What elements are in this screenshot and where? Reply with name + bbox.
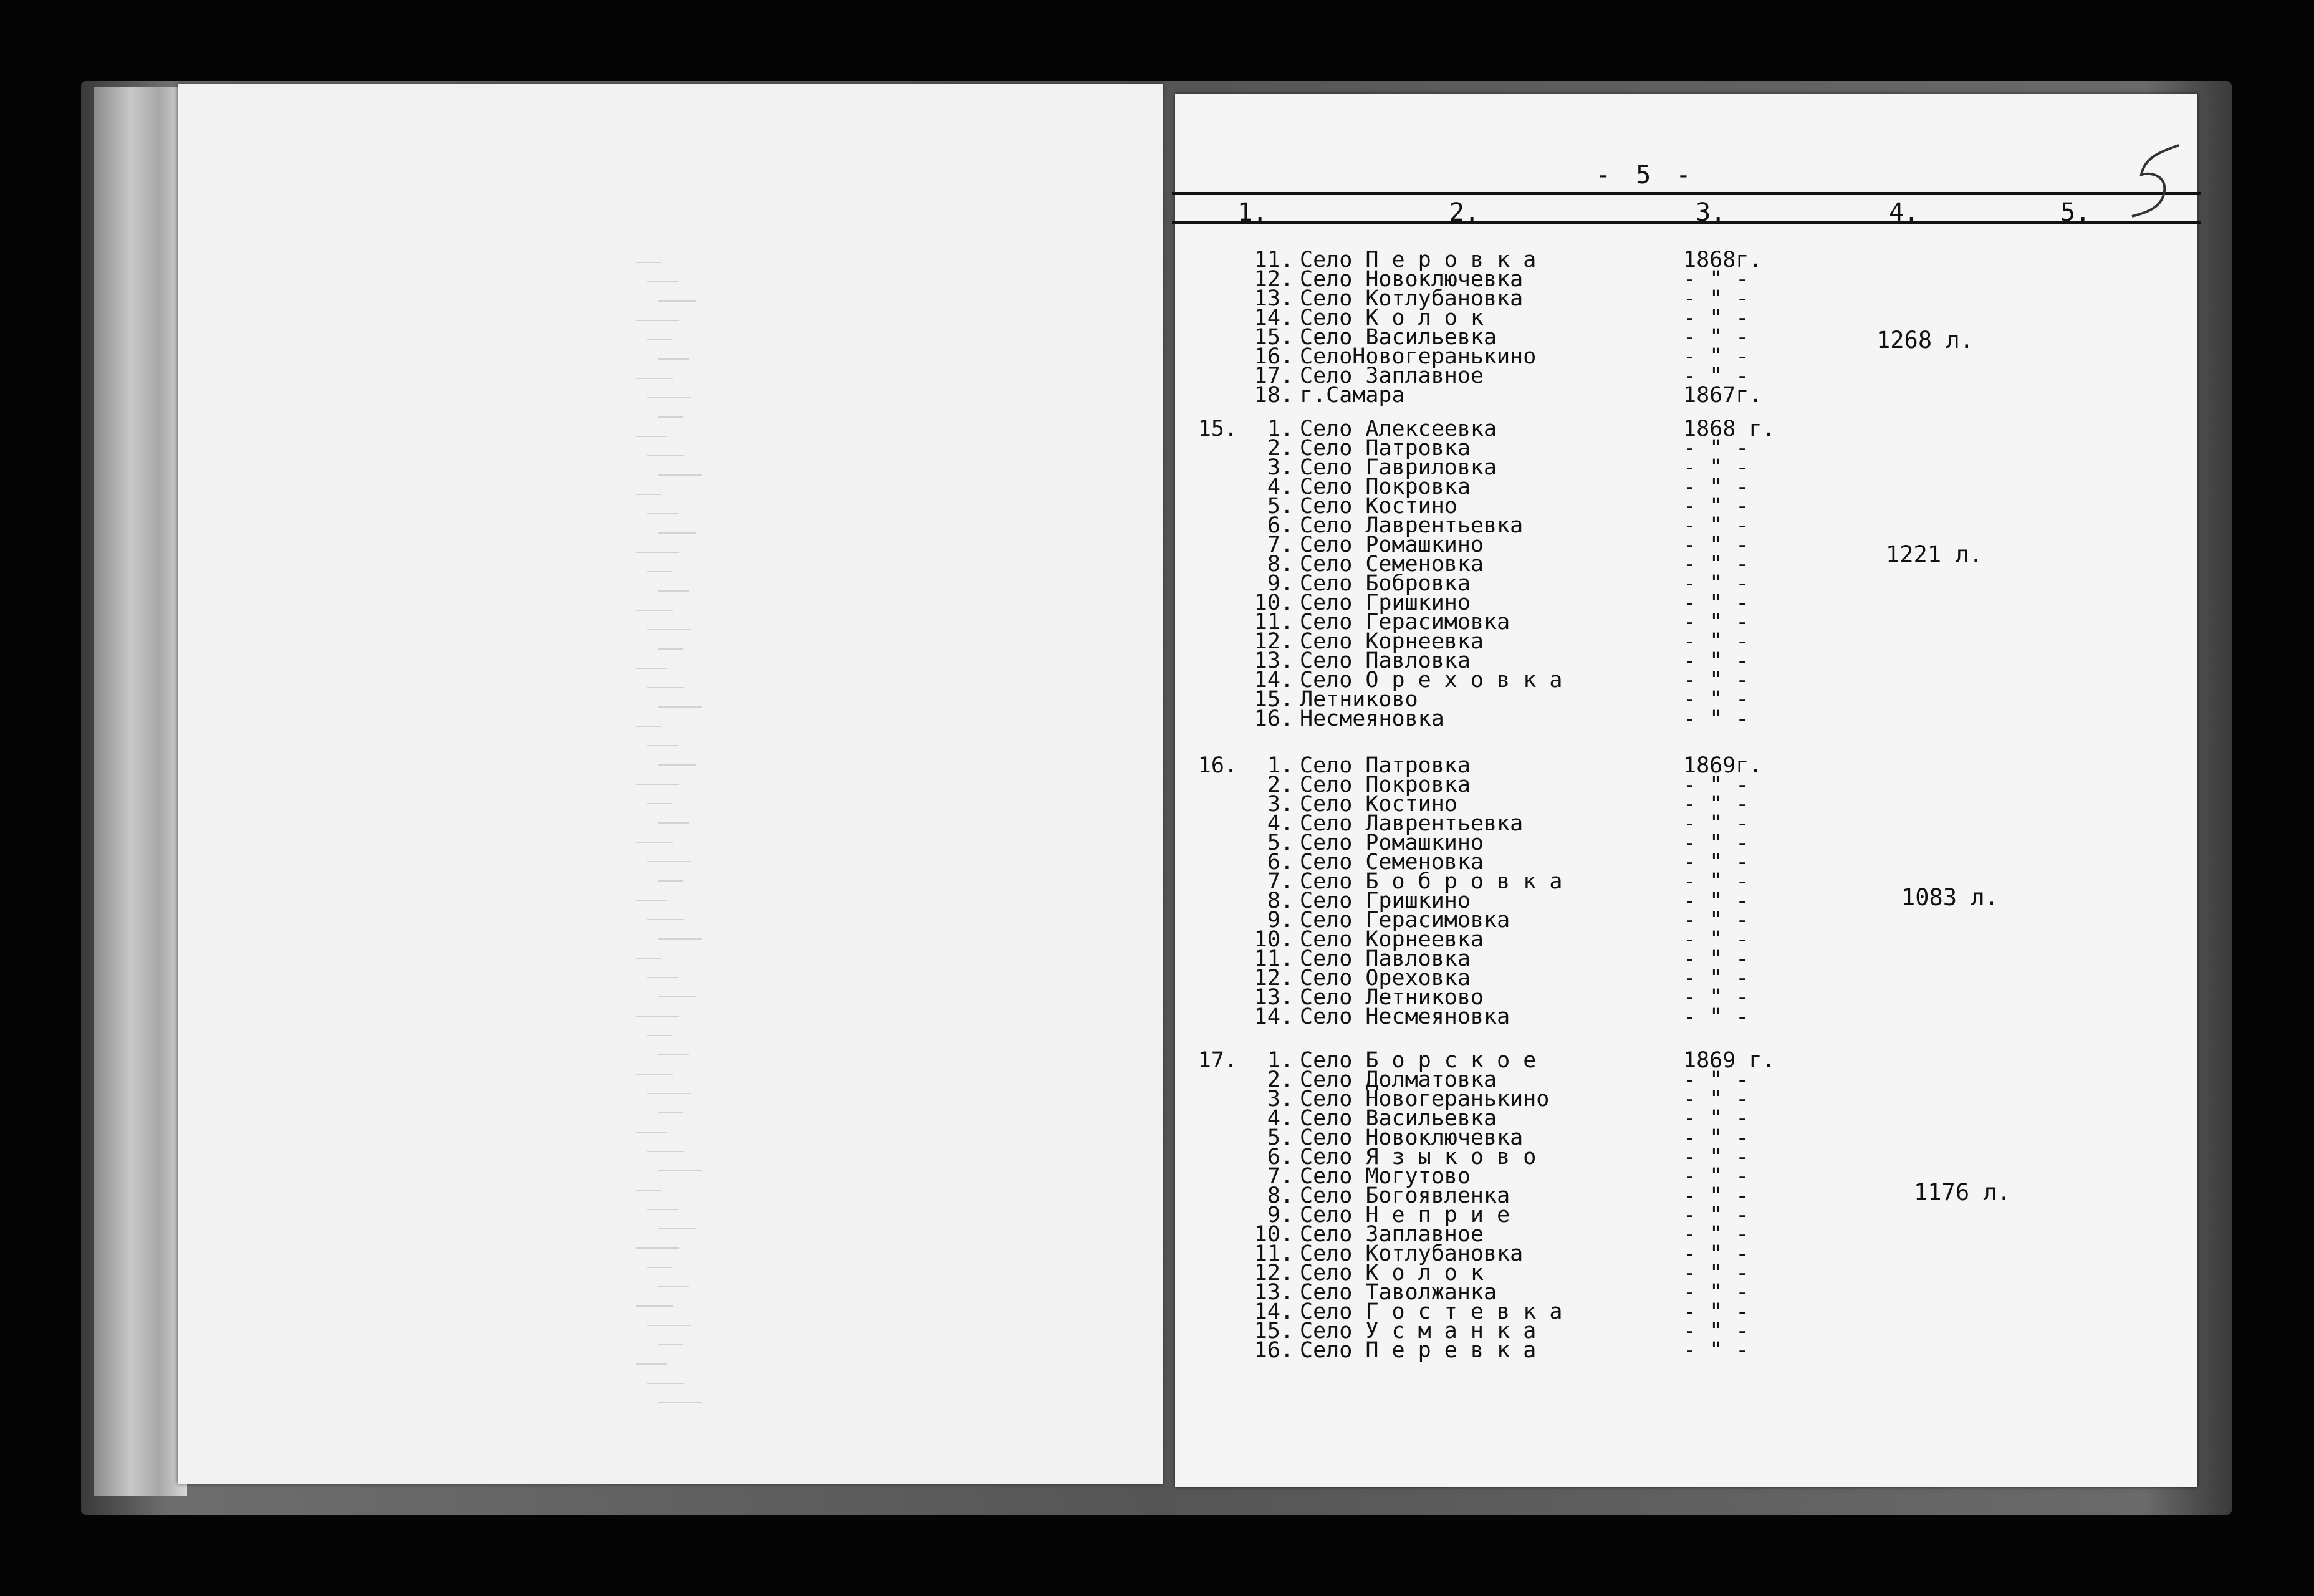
entry-number: 15. [1254,325,1294,350]
settlement-name: СелоНовогеранькино [1300,344,1537,369]
column-header-2: 2. [1449,198,1480,227]
volume-pages: 1268 л. [1876,327,1974,353]
year-value: - " - [1683,811,1749,836]
year-value: - " - [1683,474,1749,499]
year-value: - " - [1683,946,1749,971]
settlement-name: Летниково [1300,687,1418,712]
settlement-name: Село Ромашкино [1300,830,1484,855]
settlement-name: Село Летниково [1300,985,1484,1010]
year-value: - " - [1683,305,1749,330]
entry-number: 7. [1267,532,1294,557]
table-row [0,668,2314,693]
entry-number: 11. [1254,946,1294,971]
settlement-name: Село Г о с т е в к а [1300,1299,1563,1324]
table-row [0,1222,2314,1247]
settlement-name: Село Герасимовка [1300,610,1510,635]
year-value: - " - [1683,1106,1749,1131]
settlement-name: Село Семеновка [1300,850,1484,875]
entry-number: 8. [1267,552,1294,577]
table-row [0,1338,2314,1363]
table-row [0,305,2314,330]
entry-number: 17. [1254,363,1294,388]
year-value: - " - [1683,494,1749,519]
year-value: - " - [1683,571,1749,596]
volume-pages: 1176 л. [1914,1179,2011,1206]
settlement-name: Село Васильевка [1300,1106,1497,1131]
entry-number: 7. [1267,869,1294,894]
table-row [0,1067,2314,1092]
column-header-4: 4. [1889,198,1919,227]
entry-number: 15. [1254,1319,1294,1344]
bleed-through-dash [647,745,678,746]
column-header-5: 5. [2060,198,2091,227]
year-value: - " - [1683,1087,1749,1112]
volume-pages: 1221 л. [1886,541,1983,568]
settlement-name: Село П е р е в к а [1300,1338,1537,1363]
table-row [0,946,2314,971]
settlement-name: Село Заплавное [1300,363,1484,388]
entry-number: 4. [1267,811,1294,836]
bleed-through-dash [636,1363,667,1365]
year-value: - " - [1683,610,1749,635]
settlement-name: Село Лаврентьевка [1300,513,1524,538]
table-row [0,830,2314,855]
table-row [0,850,2314,875]
entry-number: 2. [1267,436,1294,461]
settlement-name: Село О р е х о в к а [1300,668,1563,693]
settlement-name: Село Герасимовка [1300,908,1510,933]
year-value: - " - [1683,513,1749,538]
year-value: - " - [1683,1222,1749,1247]
table-row [0,1299,2314,1324]
entry-number: 12. [1254,267,1294,292]
year-value: - " - [1683,687,1749,712]
settlement-name: г.Самара [1300,383,1405,408]
table-row [0,908,2314,933]
year-value: - " - [1683,648,1749,673]
year-value: - " - [1683,869,1749,894]
entry-number: 8. [1267,1183,1294,1208]
entry-number: 6. [1267,850,1294,875]
entry-number: 6. [1267,1145,1294,1170]
settlement-name: Село Котлубановка [1300,286,1524,311]
entry-number: 2. [1267,1067,1294,1092]
entry-number: 12. [1254,966,1294,991]
entry-number: 16. [1254,1338,1294,1363]
entry-number: 5. [1267,494,1294,519]
table-row [0,494,2314,519]
settlement-name: Село Покровка [1300,772,1471,797]
entry-number: 1. [1267,416,1294,441]
settlement-name: Село Корнеевка [1300,629,1484,654]
year-value: - " - [1683,455,1749,480]
entry-number: 10. [1254,927,1294,952]
settlement-name: Село Гавриловка [1300,455,1497,480]
table-row [0,1203,2314,1228]
entry-number: 6. [1267,513,1294,538]
entry-number: 13. [1254,985,1294,1010]
entry-number: 3. [1267,792,1294,817]
table-row [0,966,2314,991]
table-row [0,436,2314,461]
bleed-through-dash [647,1383,684,1384]
table-row [0,629,2314,654]
year-value: - " - [1683,850,1749,875]
year-value: - " - [1683,1280,1749,1305]
year-value: - " - [1683,1125,1749,1150]
entry-number: 3. [1267,1087,1294,1112]
table-row [0,590,2314,615]
table-row [0,1319,2314,1344]
settlement-name: Село Могутово [1300,1164,1471,1189]
table-row [0,1087,2314,1112]
year-value: - " - [1683,532,1749,557]
table-row [0,648,2314,673]
table-row [0,571,2314,596]
table-row [0,610,2314,635]
year-value: 1868г. [1683,248,1762,272]
settlement-name: Село Костино [1300,494,1457,519]
header-rule-bottom [1172,221,2201,224]
settlement-name: Село Павловка [1300,648,1471,673]
table-row [0,383,2314,408]
column-header-1: 1. [1237,198,1268,227]
year-value: - " - [1683,363,1749,388]
settlement-name: Село Алексеевка [1300,416,1497,441]
entry-number: 13. [1254,286,1294,311]
table-row [0,286,2314,311]
table-row [0,706,2314,731]
settlement-name: Село Заплавное [1300,1222,1484,1247]
table-row [0,927,2314,952]
bleed-through-dash [647,1035,672,1036]
table-row [0,1241,2314,1266]
table-row [0,513,2314,538]
table-row [0,248,2314,272]
entry-number: 1. [1267,753,1294,778]
table-row [0,1048,2314,1073]
entry-number: 11. [1254,1241,1294,1266]
entry-number: 10. [1254,1222,1294,1247]
settlement-name: Село Новогеранькино [1300,1087,1550,1112]
settlement-name: Село К о л о к [1300,305,1484,330]
table-row [0,455,2314,480]
entry-number: 16. [1254,344,1294,369]
entry-number: 7. [1267,1164,1294,1189]
year-value: 1867г. [1683,383,1762,408]
group-number: 15. [1198,416,1237,441]
entry-number: 9. [1267,1203,1294,1228]
table-row [0,753,2314,778]
settlement-name: Село Покровка [1300,474,1471,499]
table-row [0,474,2314,499]
table-row [0,363,2314,388]
bleed-through-dash [658,1402,702,1403]
entry-number: 14. [1254,305,1294,330]
settlement-name: Село Долматовка [1300,1067,1497,1092]
settlement-name: Село Н е п р и е [1300,1203,1510,1228]
year-value: - " - [1683,706,1749,731]
entry-number: 13. [1254,648,1294,673]
settlement-name: Село Б о б р о в к а [1300,869,1563,894]
year-value: - " - [1683,590,1749,615]
entry-number: 11. [1254,248,1294,272]
settlement-name: Село Гришкино [1300,888,1471,913]
settlement-name: Село Котлубановка [1300,1241,1524,1266]
settlement-name: Село Бобровка [1300,571,1471,596]
year-value: - " - [1683,1004,1749,1029]
entry-number: 13. [1254,1280,1294,1305]
settlement-name: Село Я з ы к о в о [1300,1145,1537,1170]
year-value: - " - [1683,927,1749,952]
settlement-name: Село Павловка [1300,946,1471,971]
table-row [0,772,2314,797]
year-value: - " - [1683,966,1749,991]
settlement-name: Село Ореховка [1300,966,1471,991]
table-row [0,1280,2314,1305]
entry-number: 12. [1254,629,1294,654]
year-value: - " - [1683,629,1749,654]
year-value: - " - [1683,888,1749,913]
settlement-name: Село Новоключевка [1300,267,1524,292]
entry-number: 14. [1254,1004,1294,1029]
settlement-name: Село У с м а н к а [1300,1319,1537,1344]
year-value: - " - [1683,1319,1749,1344]
year-value: - " - [1683,286,1749,311]
year-value: - " - [1683,1145,1749,1170]
year-value: - " - [1683,1299,1749,1324]
entry-number: 9. [1267,908,1294,933]
header-rule-top [1172,192,2201,195]
table-row [0,985,2314,1010]
settlement-name: Несмеяновка [1300,706,1444,731]
settlement-name: Село Б о р с к о е [1300,1048,1537,1073]
settlement-name: Село Несмеяновка [1300,1004,1510,1029]
entry-number: 10. [1254,590,1294,615]
table-row [0,1004,2314,1029]
entry-number: 3. [1267,455,1294,480]
year-value: - " - [1683,792,1749,817]
table-row [0,1261,2314,1286]
year-value: - " - [1683,830,1749,855]
year-value: 1868 г. [1683,416,1775,441]
entry-number: 4. [1267,1106,1294,1131]
settlement-name: Село К о л о к [1300,1261,1484,1286]
entry-number: 11. [1254,610,1294,635]
group-number: 16. [1198,753,1237,778]
year-value: - " - [1683,1183,1749,1208]
year-value: - " - [1683,1241,1749,1266]
settlement-name: Село Патровка [1300,753,1471,778]
handwritten-mark [2120,140,2188,228]
table-row [0,811,2314,836]
table-row [0,687,2314,712]
entry-number: 5. [1267,830,1294,855]
entry-number: 16. [1254,706,1294,731]
year-value: - " - [1683,1261,1749,1286]
settlement-name: Село Корнеевка [1300,927,1484,952]
year-value: - " - [1683,1164,1749,1189]
settlement-name: Село Ромашкино [1300,532,1484,557]
entry-number: 1. [1267,1048,1294,1073]
table-row [0,416,2314,441]
table-row [0,1125,2314,1150]
settlement-name: Село Богоявленка [1300,1183,1510,1208]
year-value: - " - [1683,552,1749,577]
year-value: - " - [1683,1067,1749,1092]
column-header-3: 3. [1696,198,1726,227]
settlement-name: Село Новоключевка [1300,1125,1524,1150]
entry-number: 8. [1267,888,1294,913]
page-number: - 5 - [1596,161,1696,190]
year-value: - " - [1683,1338,1749,1363]
settlement-name: Село Костино [1300,792,1457,817]
year-value: 1869г. [1683,753,1762,778]
entry-number: 14. [1254,668,1294,693]
year-value: - " - [1683,325,1749,350]
year-value: 1869 г. [1683,1048,1775,1073]
table-row [0,267,2314,292]
entry-number: 15. [1254,687,1294,712]
entry-number: 14. [1254,1299,1294,1324]
entry-number: 4. [1267,474,1294,499]
settlement-name: Село Васильевка [1300,325,1497,350]
year-value: - " - [1683,908,1749,933]
volume-pages: 1083 л. [1901,884,1999,911]
table-row [0,792,2314,817]
year-value: - " - [1683,344,1749,369]
year-value: - " - [1683,772,1749,797]
entry-number: 18. [1254,383,1294,408]
settlement-name: Село Патровка [1300,436,1471,461]
year-value: - " - [1683,267,1749,292]
year-value: - " - [1683,436,1749,461]
settlement-name: Село Гришкино [1300,590,1471,615]
group-number: 17. [1198,1048,1237,1073]
table-row [0,1145,2314,1170]
year-value: - " - [1683,1203,1749,1228]
settlement-name: Село П е р о в к а [1300,248,1537,272]
entry-number: 5. [1267,1125,1294,1150]
entry-number: 9. [1267,571,1294,596]
entry-number: 2. [1267,772,1294,797]
year-value: - " - [1683,668,1749,693]
settlement-name: Село Семеновка [1300,552,1484,577]
table-row [0,1106,2314,1131]
settlement-name: Село Таволжанка [1300,1280,1497,1305]
entry-number: 12. [1254,1261,1294,1286]
bleed-through-dash [658,416,683,418]
year-value: - " - [1683,985,1749,1010]
settlement-name: Село Лаврентьевка [1300,811,1524,836]
